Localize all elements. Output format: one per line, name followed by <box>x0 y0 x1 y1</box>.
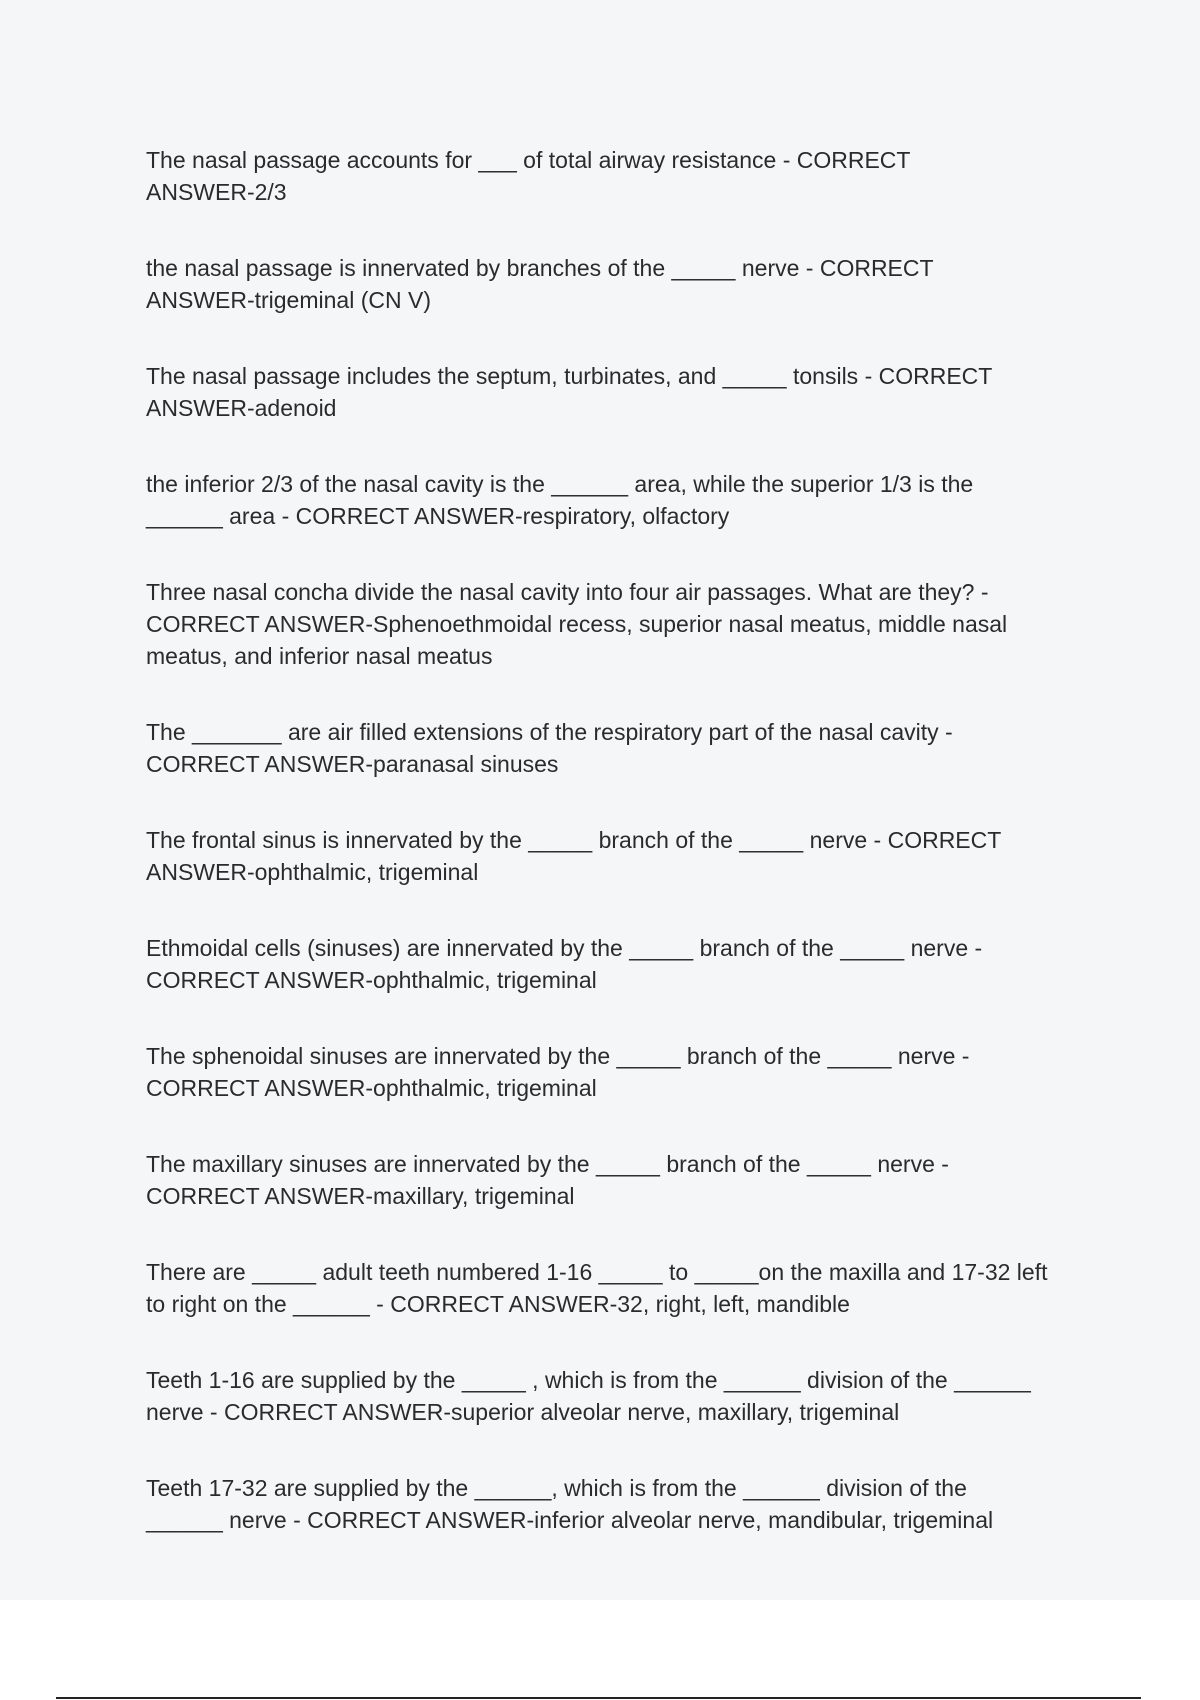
qa-item-10 <box>146 1148 1076 1212</box>
qa-line: The sphenoidal sinuses are innervated by the _____ branch of the _____ nerve - <box>146 1043 970 1069</box>
qa-line: CORRECT ANSWER-paranasal sinuses <box>146 751 559 777</box>
qa-line: Teeth 17-32 are supplied by the ______, which is from the ______ division of the <box>146 1475 967 1501</box>
qa-item-12 <box>146 1364 1076 1428</box>
qa-line: the nasal passage is innervated by branches of the _____ nerve - CORRECT <box>146 255 934 281</box>
qa-line: the inferior 2/3 of the nasal cavity is the ______ area, while the superior 1/3 is the <box>146 471 974 497</box>
qa-line: ANSWER-ophthalmic, trigeminal <box>146 859 479 885</box>
qa-line: The _______ are air filled extensions of the respiratory part of the nasal cavity - <box>146 719 953 745</box>
qa-list <box>146 144 1076 1580</box>
qa-line: CORRECT ANSWER-ophthalmic, trigeminal <box>146 967 597 993</box>
qa-line: ______ area - CORRECT ANSWER-respiratory, olfactory <box>146 503 730 529</box>
qa-line: Three nasal concha divide the nasal cavity into four air passages. What are they? - <box>146 579 989 605</box>
qa-line: CORRECT ANSWER-Sphenoethmoidal recess, superior nasal meatus, middle nasal <box>146 611 1008 637</box>
qa-line: The nasal passage accounts for ___ of total airway resistance - CORRECT <box>146 147 911 173</box>
qa-line: ANSWER-2/3 <box>146 179 287 205</box>
qa-line: Teeth 1-16 are supplied by the _____ , which is from the ______ division of the ______ <box>146 1367 1031 1393</box>
qa-item-8 <box>146 932 1076 996</box>
qa-line: to right on the ______ - CORRECT ANSWER-32, right, left, mandible <box>146 1291 850 1317</box>
qa-item-9 <box>146 1040 1076 1104</box>
qa-line: meatus, and inferior nasal meatus <box>146 643 493 669</box>
qa-item-1 <box>146 144 1076 208</box>
qa-item-7 <box>146 824 1076 888</box>
qa-line: ANSWER-trigeminal (CN V) <box>146 287 431 313</box>
qa-item-13 <box>146 1472 1076 1536</box>
qa-item-3 <box>146 360 1076 424</box>
qa-item-4 <box>146 468 1076 532</box>
qa-item-6 <box>146 716 1076 780</box>
footer-divider <box>56 1697 1141 1699</box>
qa-line: ANSWER-adenoid <box>146 395 337 421</box>
qa-line: nerve - CORRECT ANSWER-superior alveolar nerve, maxillary, trigeminal <box>146 1399 900 1425</box>
qa-line: Ethmoidal cells (sinuses) are innervated by the _____ branch of the _____ nerve - <box>146 935 983 961</box>
qa-line: The maxillary sinuses are innervated by the _____ branch of the _____ nerve - <box>146 1151 949 1177</box>
qa-item-5 <box>146 576 1076 672</box>
qa-line: There are _____ adult teeth numbered 1-16 _____ to _____on the maxilla and 17-32 left <box>146 1259 1048 1285</box>
qa-item-11 <box>146 1256 1076 1320</box>
qa-line: The frontal sinus is innervated by the _____ branch of the _____ nerve - CORRECT <box>146 827 1002 853</box>
qa-line: CORRECT ANSWER-maxillary, trigeminal <box>146 1183 575 1209</box>
qa-line: ______ nerve - CORRECT ANSWER-inferior alveolar nerve, mandibular, trigeminal <box>146 1507 994 1533</box>
qa-line: CORRECT ANSWER-ophthalmic, trigeminal <box>146 1075 597 1101</box>
qa-item-2 <box>146 252 1076 316</box>
qa-line: The nasal passage includes the septum, turbinates, and _____ tonsils - CORRECT <box>146 363 993 389</box>
